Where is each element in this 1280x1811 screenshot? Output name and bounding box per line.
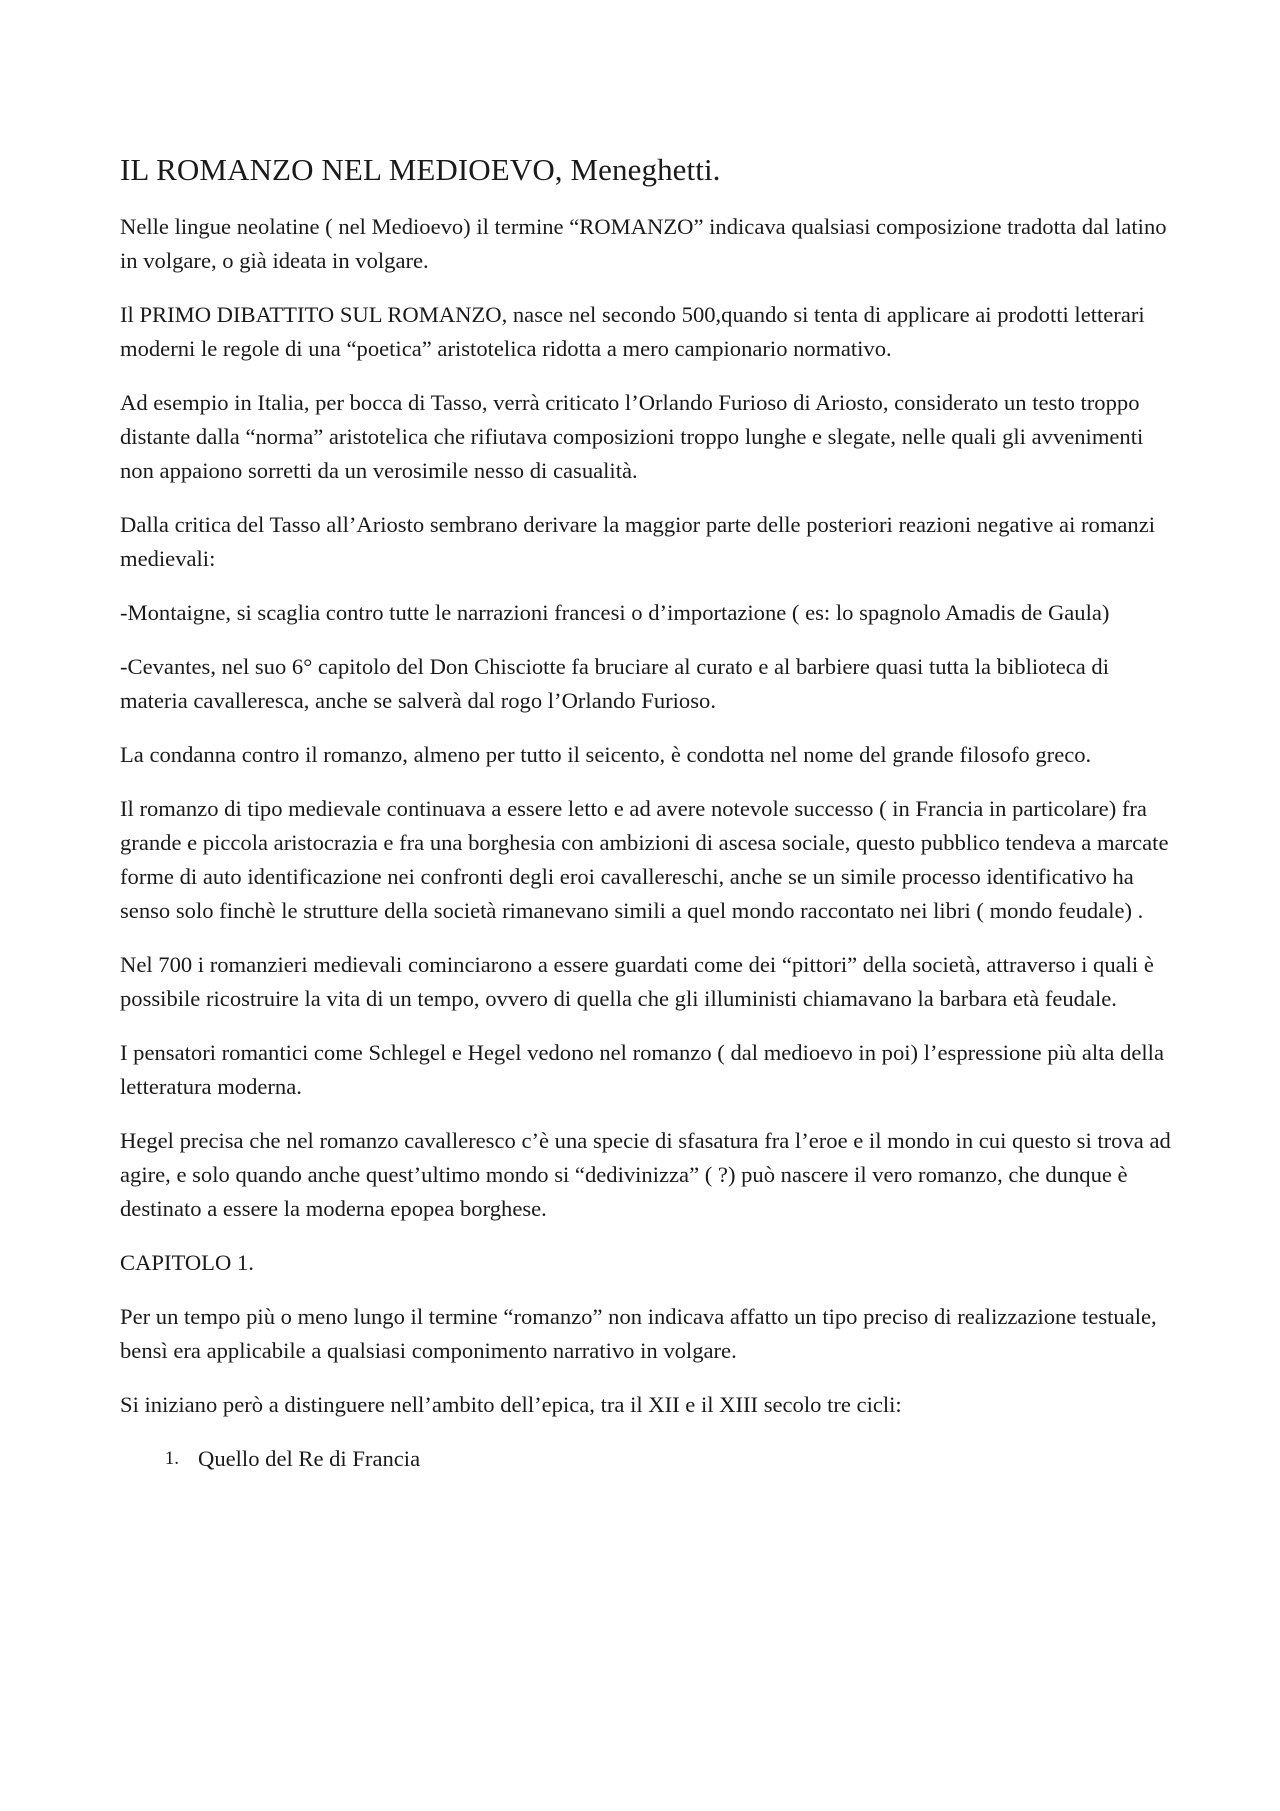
paragraph-13: Si iniziano però a distinguere nell’ambito dell’epica, tra il XII e il XIII secolo tre cicli: <box>120 1392 902 1417</box>
paragraph-2: Il PRIMO DIBATTITO SUL ROMANZO, nasce nel secondo 500,quando si tenta di applicare ai prodotti letterari moderni le regole di una “poetica” aristotelica ridotta a mero campionario normativo. <box>120 302 1145 361</box>
paragraph-7: La condanna contro il romanzo, almeno per tutto il seicento, è condotta nel nome del grande filosofo greco. <box>120 742 1092 767</box>
paragraph-9: Nel 700 i romanzieri medievali cominciarono a essere guardati come dei “pittori” della società, attraverso i quali è possibile ricostruire la vita di un tempo, ovvero di quella che gli illuministi chiamavano la barbara età feudale. <box>120 952 1154 1011</box>
document-page <box>120 150 1180 1476</box>
paragraph-10: I pensatori romantici come Schlegel e Hegel vedono nel romanzo ( dal medioevo in poi) l’espressione più alta della letteratura moderna. <box>120 1040 1164 1099</box>
paragraph-11: Hegel precisa che nel romanzo cavalleresco c’è una specie di sfasatura fra l’eroe e il mondo in cui questo si trova ad agire, e solo quando anche quest’ultimo mondo si “dedivinizza” ( ?) può nascere il vero romanzo, che dunque è destinato a essere la moderna epopea borghese. <box>120 1128 1171 1221</box>
list-item-number: 1. <box>164 1448 179 1469</box>
numbered-list <box>120 1442 1180 1476</box>
document-title: IL ROMANZO NEL MEDIOEVO, Meneghetti. <box>120 152 721 187</box>
paragraph-4: Dalla critica del Tasso all’Ariosto sembrano derivare la maggior parte delle posteriori reazioni negative ai romanzi medievali: <box>120 512 1156 571</box>
list-item-text: Quello del Re di Francia <box>198 1446 421 1471</box>
list-item <box>120 1442 1180 1476</box>
chapter-heading: CAPITOLO 1. <box>120 1250 254 1275</box>
paragraph-6: -Cevantes, nel suo 6° capitolo del Don Chisciotte fa bruciare al curato e al barbiere quasi tutta la biblioteca di materia cavalleresca, anche se salverà dal rogo l’Orlando Furioso. <box>120 654 1110 713</box>
paragraph-1: Nelle lingue neolatine ( nel Medioevo) il termine “ROMANZO” indicava qualsiasi composizione tradotta dal latino in volgare, o già ideata in volgare. <box>120 214 1167 273</box>
paragraph-5: -Montaigne, si scaglia contro tutte le narrazioni francesi o d’importazione ( es: lo spagnolo Amadis de Gaula) <box>120 600 1110 625</box>
paragraph-3: Ad esempio in Italia, per bocca di Tasso, verrà criticato l’Orlando Furioso di Ariosto, considerato un testo troppo distante dalla “norma” aristotelica che rifiutava composizioni troppo lunghe e slegate, nelle quali gli avvenimenti non appaiono sorretti da un verosimile nesso di casualità. <box>120 390 1144 483</box>
paragraph-8: Il romanzo di tipo medievale continuava a essere letto e ad avere notevole successo ( in Francia in particolare) fra grande e piccola aristocrazia e fra una borghesia con ambizioni di ascesa sociale, questo pubblico tendeva a marcate forme di auto identificazione nei confronti degli eroi cavallereschi, anche se un simile processo identificativo ha senso solo finchè le strutture della società rimanevano simili a quel mondo raccontato nei libri ( mondo feudale) . <box>120 796 1169 923</box>
paragraph-12: Per un tempo più o meno lungo il termine “romanzo” non indicava affatto un tipo preciso di realizzazione testuale, bensì era applicabile a qualsiasi componimento narrativo in volgare. <box>120 1304 1157 1363</box>
